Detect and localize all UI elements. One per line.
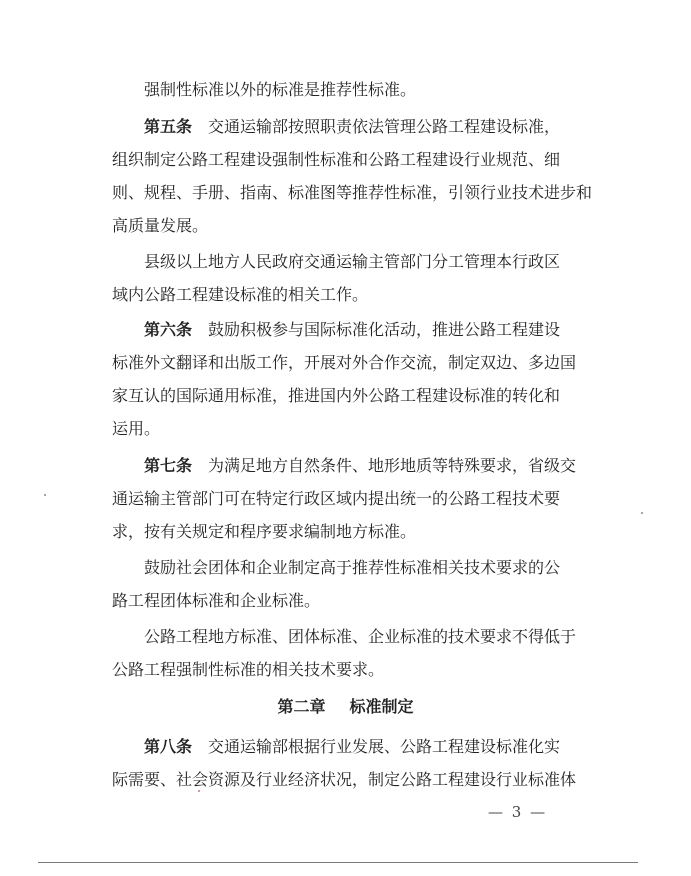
text-line: 求，按有关规定和程序要求编制地方标准。 [112, 522, 417, 541]
page-number: — 3 — [488, 803, 548, 821]
text-line: 鼓励社会团体和企业制定高于推荐性标准相关技术要求的公 [144, 558, 561, 577]
scan-speck [641, 512, 643, 514]
text-line: 鼓励积极参与国际标准化活动，推进公路工程建设 [208, 320, 561, 339]
text-line: 公路工程地方标准、团体标准、企业标准的技术要求不得低于 [144, 627, 577, 646]
article-6-first-line [144, 320, 561, 340]
text-line: 运用。 [112, 419, 161, 438]
text-line: 强制性标准以外的标准是推荐性标准。 [144, 80, 417, 99]
text-line: 高质量发展。 [112, 216, 209, 235]
text-line: 交通运输部根据行业发展、公路工程建设标准化实 [208, 737, 561, 756]
scan-speck [198, 790, 200, 792]
text-line: 通运输主管部门可在特定行政区域内提出统一的公路工程技术要 [112, 489, 561, 508]
text-line: 家互认的国际通用标准，推进国内外公路工程建设标准的转化和 [112, 386, 561, 405]
text-line: 标准外文翻译和出版工作，开展对外合作交流，制定双边、多边国 [112, 353, 577, 372]
article-5-label: 第五条 [144, 117, 193, 136]
text-line: 县级以上地方人民政府交通运输主管部门分工管理本行政区 [144, 252, 561, 271]
text-line: 际需要、社会资源及行业经济状况，制定公路工程建设行业标准体 [112, 770, 577, 789]
chapter-number: 第二章 [277, 697, 326, 716]
text-line: 为满足地方自然条件、地形地质等特殊要求，省级交 [208, 456, 577, 475]
article-8-label: 第八条 [144, 737, 193, 756]
text-line: 公路工程强制性标准的相关技术要求。 [112, 660, 385, 679]
article-7-first-line [144, 456, 577, 476]
article-5-first-line [144, 117, 561, 137]
text-line: 交通运输部按照职责依法管理公路工程建设标准， [208, 117, 561, 136]
text-line: 域内公路工程建设标准的相关工作。 [112, 285, 369, 304]
text-line: 则、规程、手册、指南、标准图等推荐性标准，引领行业技术进步和 [112, 183, 593, 202]
bottom-rule [38, 862, 638, 863]
text-line: 组织制定公路工程建设强制性标准和公路工程建设行业规范、细 [112, 150, 561, 169]
scan-speck [44, 494, 46, 496]
chapter-title: 标准制定 [349, 697, 414, 716]
article-7-label: 第七条 [144, 456, 193, 475]
article-6-label: 第六条 [144, 320, 193, 339]
chapter-heading [0, 697, 691, 717]
article-8-first-line [144, 737, 561, 757]
text-line: 路工程团体标准和企业标准。 [112, 591, 321, 610]
